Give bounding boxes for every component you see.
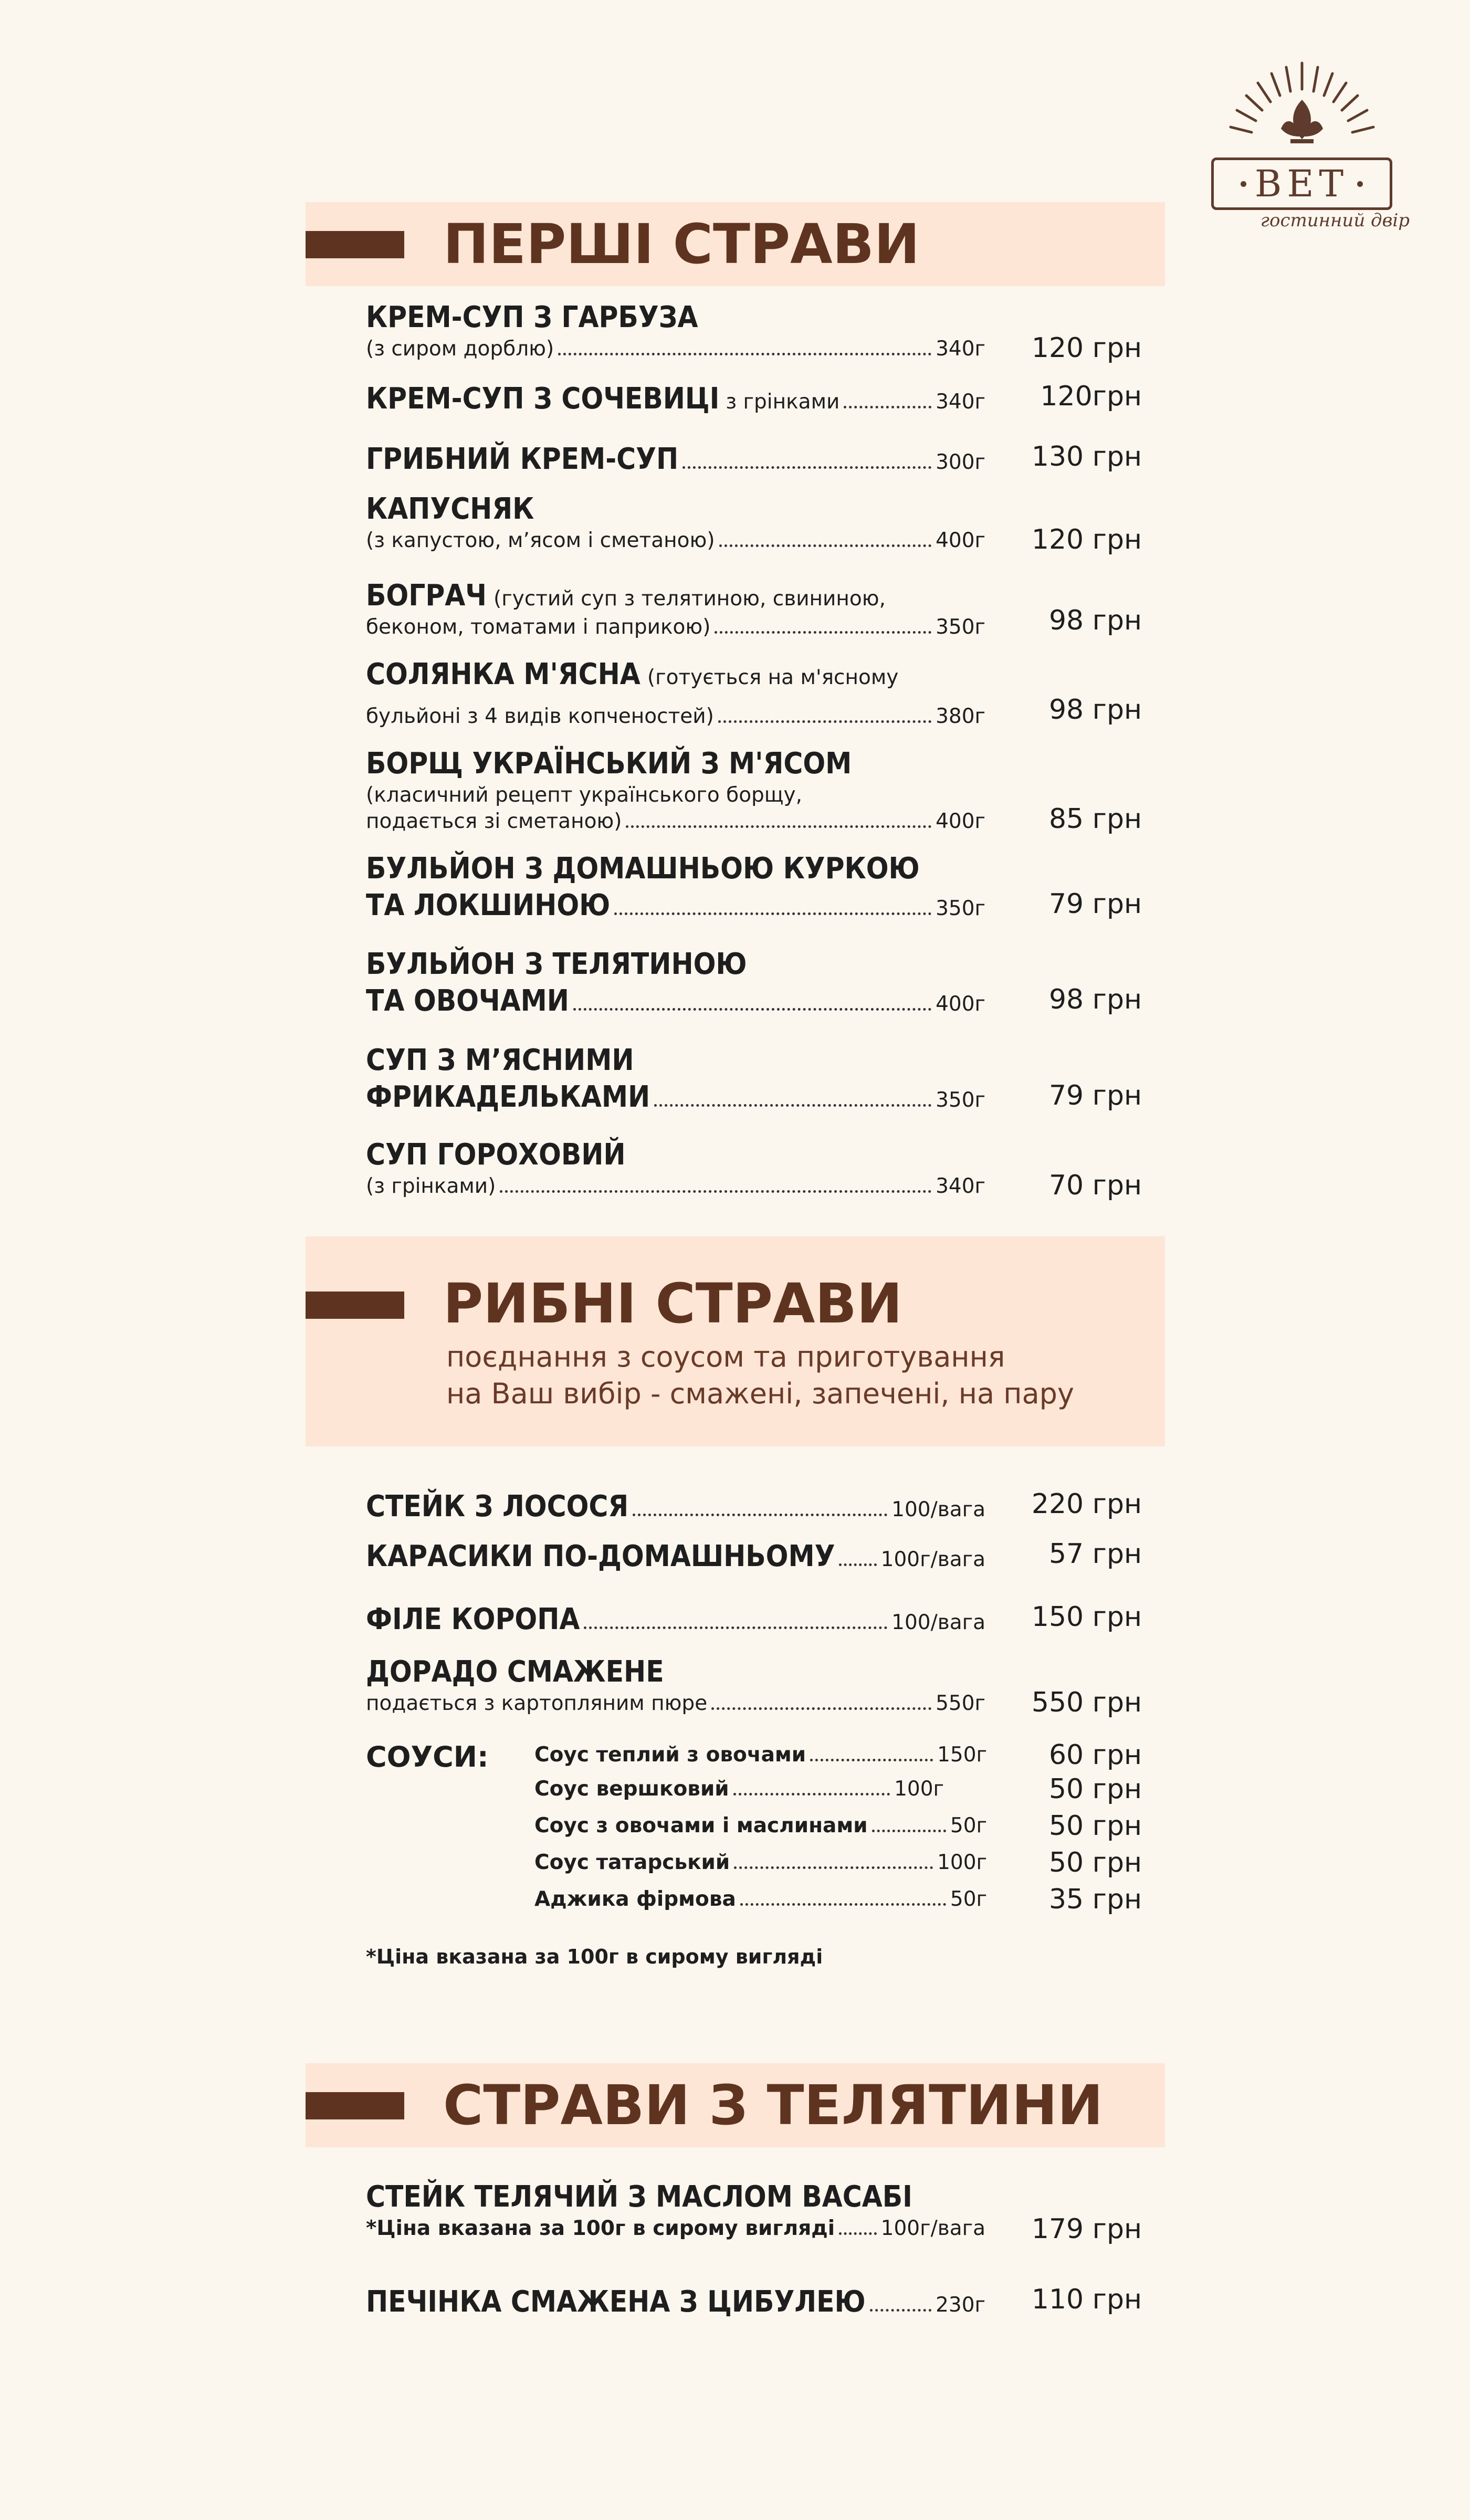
section-title: ПЕРШІ СТРАВИ	[443, 212, 920, 276]
menu-item	[366, 946, 1142, 1020]
item-leader	[366, 1488, 985, 1525]
dotted-leader	[740, 1903, 946, 1906]
dotted-leader	[614, 912, 931, 915]
item-price: 130 грн	[1031, 441, 1142, 472]
item-desc: подається зі сметаною)	[366, 810, 622, 833]
item-name: КАПУСНЯК	[366, 492, 534, 526]
item-name: ФРИКАДЕЛЬКАМИ	[366, 1080, 650, 1114]
item-weight: 100/вага	[891, 1498, 985, 1521]
item-name: КРЕМ-СУП З СОЧЕВИЦІ	[366, 382, 720, 416]
dotted-leader	[870, 2309, 931, 2312]
item-name: СОЛЯНКА М'ЯСНА	[366, 657, 640, 691]
item-weight: 400г	[936, 992, 985, 1016]
sauce-weight: 50г	[950, 1887, 987, 1911]
item-desc: *Ціна вказана за 100г в сирому вигляді	[366, 2217, 835, 2240]
item-desc: (з грінками)	[366, 1174, 496, 1198]
item-name: ПЕЧІНКА СМАЖЕНА З ЦИБУЛЕЮ	[366, 2285, 866, 2319]
sauce-weight: 150г	[937, 1743, 987, 1767]
sauce-name: Соус з овочами і маслинами	[534, 1814, 868, 1838]
sauce-name: Соус вершковий	[534, 1777, 729, 1801]
item-price: 120 грн	[1031, 524, 1142, 555]
dotted-leader	[584, 1626, 887, 1629]
item-name: ГРИБНИЙ КРЕМ-СУП	[366, 442, 679, 476]
menu-item	[366, 850, 1142, 924]
item-weight: 350г	[936, 897, 985, 920]
sauce-item	[534, 1887, 986, 1911]
item-leader	[366, 983, 985, 1020]
item-desc: бульйоні з 4 видів копченостей)	[366, 705, 714, 728]
sauce-name: Соус теплий з овочами	[534, 1743, 806, 1767]
sauce-item	[534, 1743, 986, 1767]
item-weight: 400г	[936, 810, 985, 833]
item-name: БУЛЬЙОН З ТЕЛЯТИНОЮ	[366, 947, 747, 981]
item-leader	[534, 1887, 987, 1911]
item-leader	[366, 1079, 985, 1116]
menu-item	[366, 746, 1142, 835]
sauce-item	[534, 1777, 986, 1801]
header-bar	[306, 2092, 404, 2119]
item-weight: 380г	[936, 705, 985, 728]
dotted-leader	[810, 1759, 933, 1761]
item-leader	[366, 2216, 985, 2242]
sauce-weight: 100г	[894, 1777, 944, 1801]
sauce-price: 35 грн	[1048, 1884, 1142, 1915]
sauce-price: 50 грн	[1048, 1773, 1142, 1805]
dotted-leader	[711, 1707, 931, 1710]
section-subtitle: на Ваш вибір - смажені, запечені, на пару	[446, 1377, 1074, 1410]
header-bar	[306, 1292, 404, 1319]
item-name: БУЛЬЙОН З ДОМАШНЬОЮ КУРКОЮ	[366, 852, 920, 886]
section-subtitle: поєднання з соусом та приготування	[446, 1340, 1005, 1373]
dotted-leader	[734, 1866, 933, 1869]
item-price: 98 грн	[1048, 694, 1142, 726]
section-header-veal-dishes	[306, 2063, 1165, 2147]
item-name: СТЕЙК ТЕЛЯЧИЙ З МАСЛОМ ВАСАБІ	[366, 2180, 912, 2214]
item-leader	[366, 614, 985, 640]
logo-subtitle: гостинний двір	[1260, 210, 1410, 231]
item-desc: з грінками	[726, 390, 840, 414]
item-price: 57 грн	[1048, 1538, 1142, 1570]
item-price: 79 грн	[1048, 888, 1142, 920]
dotted-leader	[558, 353, 931, 355]
item-name: СУП З М’ЯСНИМИ	[366, 1043, 634, 1077]
dotted-leader	[718, 720, 931, 723]
header-bar	[306, 231, 404, 258]
dotted-leader	[573, 1008, 931, 1011]
menu-item	[366, 1137, 1142, 1201]
menu-item	[366, 381, 1142, 417]
item-desc: (готується на м'ясному	[647, 666, 899, 689]
item-weight: 340г	[936, 390, 985, 414]
item-desc: (з капустою, м’ясом і сметаною)	[366, 529, 715, 552]
dot-icon	[1241, 181, 1246, 187]
section-header-first-courses	[306, 202, 1165, 286]
item-name: КРЕМ-СУП З ГАРБУЗА	[366, 300, 698, 334]
item-weight: 350г	[936, 1088, 985, 1112]
dotted-leader	[839, 2232, 877, 2235]
menu-item	[366, 441, 1142, 478]
dotted-leader	[626, 825, 931, 828]
item-weight: 400г	[936, 529, 985, 552]
dotted-leader	[839, 1563, 876, 1566]
dotted-leader	[733, 1793, 890, 1796]
item-name: СУП ГОРОХОВИЙ	[366, 1138, 626, 1172]
dot-icon	[1357, 181, 1363, 187]
item-price: 110 грн	[1031, 2284, 1142, 2315]
item-leader	[366, 381, 985, 417]
price-note: *Ціна вказана за 100г в сирому вигляді	[366, 1945, 823, 1968]
menu-item	[366, 2179, 1142, 2245]
item-price: 98 грн	[1048, 605, 1142, 636]
item-name: СТЕЙК З ЛОСОСЯ	[366, 1489, 629, 1524]
logo-wordmark: ВЕТ	[1211, 158, 1392, 210]
item-desc: (з сиром дорблю)	[366, 337, 554, 361]
item-leader	[366, 1601, 985, 1638]
item-price: 120грн	[1040, 381, 1142, 412]
menu-item	[366, 1488, 1142, 1525]
item-price: 550 грн	[1031, 1687, 1142, 1718]
dotted-leader	[654, 1104, 931, 1107]
item-price: 98 грн	[1048, 984, 1142, 1015]
item-leader	[366, 336, 985, 362]
item-desc: (класичний рецепт українського борщу,	[366, 783, 803, 807]
dotted-leader	[682, 466, 931, 469]
menu-item	[366, 491, 1142, 555]
item-leader	[366, 887, 985, 924]
item-name: КАРАСИКИ ПО-ДОМАШНЬОМУ	[366, 1539, 835, 1573]
section-header-fish-dishes	[306, 1236, 1165, 1446]
item-weight: 100/вага	[891, 1611, 985, 1634]
item-leader	[366, 1173, 985, 1200]
item-name: ДОРАДО СМАЖЕНЕ	[366, 1655, 664, 1689]
section-title: СТРАВИ З ТЕЛЯТИНИ	[443, 2073, 1104, 2137]
dotted-leader	[715, 631, 931, 634]
item-leader	[366, 808, 985, 835]
item-weight: 340г	[936, 1174, 985, 1198]
item-name: БОГРАЧ	[366, 579, 487, 613]
menu-item	[366, 578, 1142, 640]
item-desc: (густий суп з телятиною, свининою,	[494, 587, 886, 611]
menu-item	[366, 1601, 1142, 1638]
item-price: 120 грн	[1031, 332, 1142, 364]
item-weight: 300г	[936, 450, 985, 474]
section-title: РИБНІ СТРАВИ	[443, 1272, 902, 1336]
dotted-leader	[719, 544, 932, 547]
item-leader	[366, 1690, 985, 1717]
sauce-price: 60 грн	[1048, 1739, 1142, 1771]
dotted-leader	[872, 1830, 946, 1832]
item-weight: 340г	[936, 337, 985, 361]
sauce-price: 50 грн	[1048, 1810, 1142, 1842]
item-price: 179 грн	[1031, 2213, 1142, 2245]
item-price: 85 грн	[1048, 803, 1142, 835]
logo	[1202, 52, 1412, 252]
dotted-leader	[844, 406, 931, 408]
item-weight: 350г	[936, 615, 985, 639]
sauce-weight: 50г	[950, 1814, 987, 1838]
item-desc: подається з картопляним пюре	[366, 1692, 708, 1715]
item-leader	[366, 441, 985, 478]
item-weight: 100г/вага	[880, 2217, 985, 2240]
item-price: 79 грн	[1048, 1080, 1142, 1111]
menu-item	[366, 299, 1142, 364]
dotted-leader	[633, 1514, 887, 1516]
menu-item	[366, 1654, 1142, 1718]
item-price: 70 грн	[1048, 1170, 1142, 1201]
item-leader	[534, 1814, 987, 1838]
item-leader	[534, 1743, 987, 1767]
sauce-weight: 100г	[937, 1851, 987, 1874]
item-leader	[366, 528, 985, 554]
menu-item	[366, 2284, 1142, 2320]
item-name: ФІЛЕ КОРОПА	[366, 1602, 580, 1636]
item-price: 150 грн	[1031, 1601, 1142, 1633]
menu-item	[366, 1538, 1142, 1575]
item-leader	[366, 2284, 985, 2320]
sauce-name: Аджика фірмова	[534, 1887, 736, 1911]
item-weight: 550г	[936, 1692, 985, 1715]
sauce-name: Соус татарський	[534, 1851, 730, 1874]
item-leader	[366, 704, 985, 730]
item-weight: 100г/вага	[880, 1548, 985, 1571]
menu-item	[366, 656, 1142, 730]
item-price: 220 грн	[1031, 1488, 1142, 1520]
sauce-item	[534, 1814, 986, 1838]
item-leader	[534, 1777, 944, 1801]
item-leader	[366, 1538, 985, 1575]
dotted-leader	[500, 1190, 931, 1193]
item-name: БОРЩ УКРАЇНСЬКИЙ З М'ЯСОМ	[366, 747, 852, 781]
item-name: ТА ОВОЧАМИ	[366, 984, 569, 1018]
item-name: ТА ЛОКШИНОЮ	[366, 888, 611, 922]
item-weight: 230г	[936, 2293, 985, 2317]
item-desc: беконом, томатами і паприкою)	[366, 615, 711, 639]
sauce-item	[534, 1851, 986, 1874]
sunburst-icon	[1202, 52, 1412, 158]
sauces-label: СОУСИ:	[366, 1740, 489, 1773]
item-leader	[534, 1851, 987, 1874]
sauce-price: 50 грн	[1048, 1847, 1142, 1878]
menu-item	[366, 1042, 1142, 1116]
